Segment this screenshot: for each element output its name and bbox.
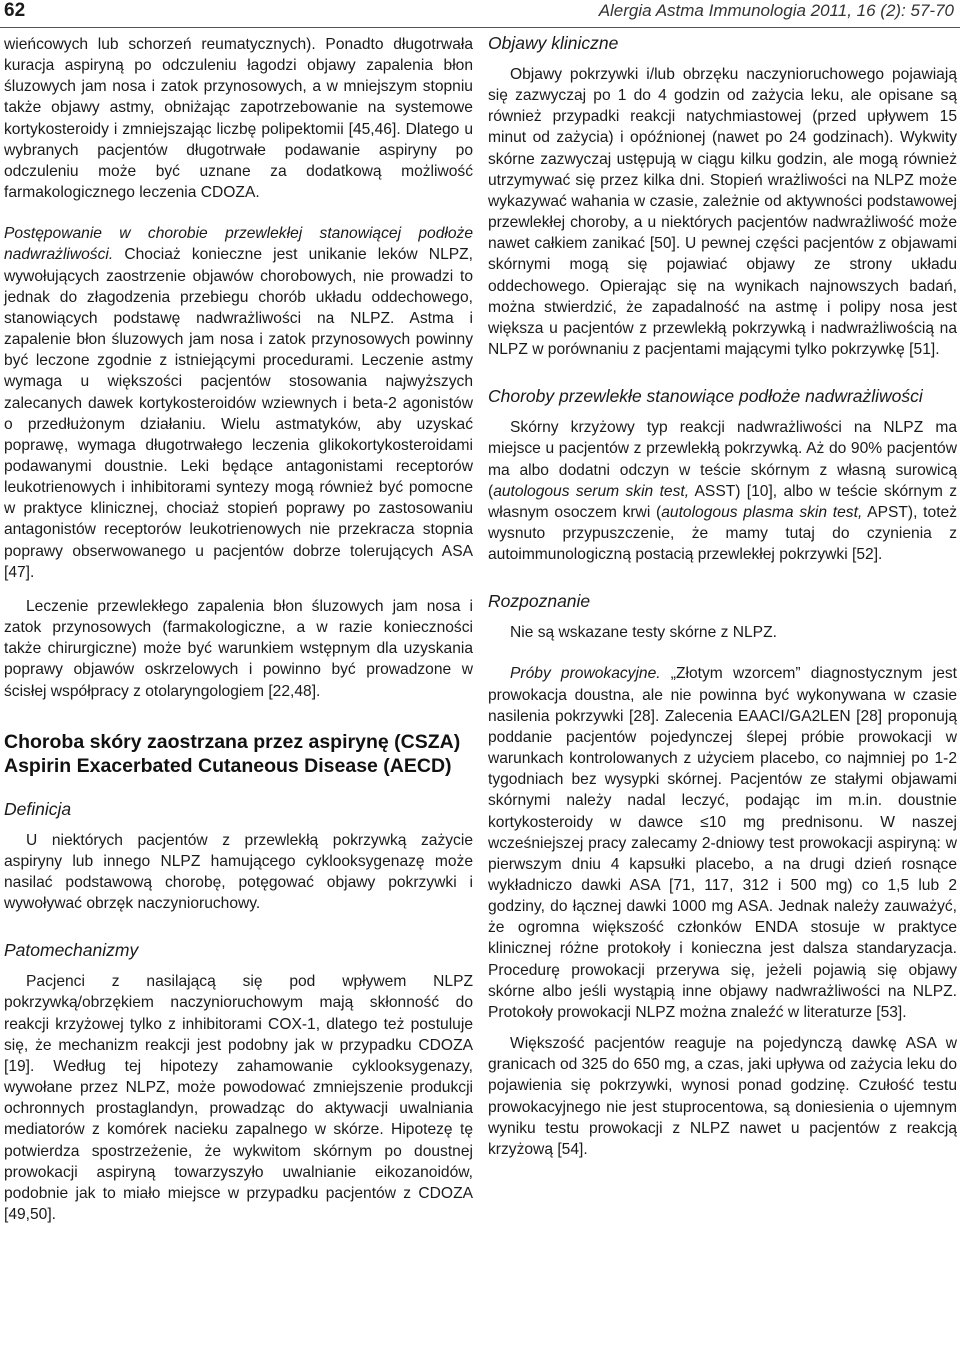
inline-heading: Postępowanie w chorobie przewlekłej stanowiącej podłoże nadwrażliwości. [4, 225, 473, 264]
page-number: 62 [4, 0, 26, 21]
paragraph: Pacjenci z nasilającą się pod wpływem NLPZ pokrzywką/obrzękiem naczynioruchowym mają skłonność do reakcji krzyżowej tylko z inhibitorami COX-1, dlatego też postuluje się, że mechanizm reakcji jest podobny jak w przypadku CDOZA [19]. Według tej hipotezy zahamowanie cyklooksygenazy, wywołane przez NLPZ, może powodować zmniejszenie produkcji ochronnych prostaglandyn, prowadząc do aktywacji uwalniania mediatorów z komórek nacieku zapalnego w skórze. Hipotezę tę potwierdza spostrzeżenie, że wykwitom skórnym po doustnej prowokacji aspiryną towarzyszyło uwalnianie eikozanoidów, podobnie jak to miało miejsce w przypadku pacjentów z CDOZA [49,50]. [4, 973, 473, 1224]
paragraph-text: Chociaż konieczne jest unikanie leków NLPZ, wywołujących zaostrzenie objawów chorobowych, nie prowadzi to jednak do złagodzenia przebiegu chorób układu oddechowego, stanowiących podstawę nadwrażliwości na NLPZ. Astma i zapalenie błon śluzowych jam nosa i zatok przynosowych powinny być leczone zgodnie z istniejącymi procedurami. Leczenie astmy wymaga u większości pacjentów stosowania najwyższych zalecanych dawek kortykosteroidów wziewnych i beta-2 agonistów o przedłużonym działaniu. Wielu astmatyków, aby uzyskać poprawę, wymaga długotrwałego leczenia glikokortykosteroidami podawanymi doustnie. Leki będące antagonistami receptorów leukotrienowych i inhibitorami syntezy mogą również być pomocne w praktyce klinicznej, chociaż stopień poprawy po zastosowaniu antagonistów receptorów leukotrienowych nie przekracza stopnia poprawy obserwowanego u pacjentów dobrze tolerujących ASA [47]. [4, 246, 473, 581]
subheading-objawy: Objawy kliniczne [488, 33, 619, 53]
paragraph [488, 663, 957, 1023]
paragraph: Objawy pokrzywki i/lub obrzęku naczynioruchowego pojawiają się zazwyczaj po 1 do 4 godzin od zażycia leku, ale opisane są również przypadki reakcji natychmiastowej (przed upływem 15 minut od zażycia) i opóźnionej (nawet po 24 godzinach). Wykwity skórne zazwyczaj ustępują w ciągu kilku godzin, ale mogą również utrzymywać się przez kilka dni. Stopień wrażliwości na NLPZ może wykazywać wahania w czasie, zależnie od aktywności podstawowej przewlekłej choroby, a u niektórych pacjentów nadwrażliwość może nawet całkiem zanikać [50]. U pewnej części pacjentów z objawami skórnymi mogą się pojawiać objawy ze strony układu oddechowego. Opierając się na wynikach najnowszych badań, można stwierdzić, że zapadalność na astmę i polipy nosa jest większa u pacjentów z przewlekłą pokrzywką i nadwrażliwością na NLPZ w porównaniu z pacjentami mającymi tylko pokrzywkę [51]. [488, 66, 957, 359]
subheading-patomechanizmy: Patomechanizmy [4, 940, 139, 961]
paragraph-text: Skórny krzyżowy typ reakcji nadwrażliwości na NLPZ ma miejsce u pacjentów z przewlekłą pokrzywką. Aż do 90% pacjentów ma albo dodatni odczyn w teście skórnym z własną surowicą ( [488, 419, 957, 500]
paragraph: Większość pacjentów reaguje na pojedynczą dawkę ASA w granicach od 325 do 650 mg, a czas, jaki upływa od zażycia leku do pojawienia się pokrzywki, wynosi ponad godzinę. Czułość testu prowokacyjnego nie jest stuprocentowa, są doniesienia o ujemnym wyniku testu prowokacji z NLPZ nawet u pacjentów z reakcją krzyżową [54]. [488, 1035, 957, 1158]
paragraph-text: ASST) [10], albo w teście skórnym z własnym osoczem krwi ( [488, 482, 957, 521]
subheading-rozpoznanie: Rozpoznanie [488, 591, 591, 612]
right-column [488, 34, 957, 1160]
paragraph-italic: autologous plasma skin test, [661, 503, 863, 521]
paragraph: Nie są wskazane testy skórne z NLPZ. [510, 624, 777, 642]
paragraph-text: APST), toteż wysnuto przypuszczenie, że mamy tutaj do czynienia z autoimmunologiczną postacią przewlekłej pokrzywki [52]. [488, 503, 957, 564]
subheading-choroby: Choroby przewlekłe stanowiące podłoże nadwrażliwości [488, 386, 923, 407]
section-title-line: Aspirin Exacerbated Cutaneous Disease (AECD) [4, 754, 452, 777]
paragraph [488, 417, 957, 565]
page-header [0, 0, 960, 26]
paragraph [4, 223, 473, 583]
inline-heading: Próby prowokacyjne. [510, 665, 661, 683]
left-column [4, 34, 473, 1225]
paragraph-italic: autologous serum skin test, [493, 482, 690, 500]
header-rule [0, 27, 960, 28]
paragraph: Leczenie przewlekłego zapalenia błon śluzowych jam nosa i zatok przynosowych (farmakologiczne, a w razie konieczności także chirurgiczne) może być warunkiem wstępnym dla uzyskania poprawy objawów oskrzelowych i powinno być prowadzone w ścisłej współpracy z otolaryngologiem [22,48]. [4, 597, 473, 700]
section-title [4, 730, 473, 778]
paragraph: wieńcowych lub schorzeń reumatycznych). Ponadto długotrwała kuracja aspiryną po odczuleniu łagodzi objawy zapalenia błon śluzowych jam nosa i zatok przynosowych, a w mniejszym stopniu także objawy astmy, obniżając zapotrzebowanie na systemowe kortykosteroidy i zmniejszając liczbę polipektomii [45,46]. Dlatego u wybranych pacjentów długotrwałe podawanie aspiryny po odczuleniu może być uznane za dodatkową możliwość farmakologicznego leczenia CDOZA. [4, 36, 473, 202]
section-title-line: Choroba skóry zaostrzana przez aspirynę (CSZA) [4, 730, 461, 753]
paragraph-text: „Złotym wzorcem” diagnostycznym jest prowokacja doustna, ale nie powinna być wykonywana w czasie nasilenia pokrzywki [28]. Zalecenia EAACI/GA2LEN [28] proponują poddanie pacjentów pojedynczej ślepej próbie prowokacji w warunkach kontrolowanych z użyciem placebo, co najmniej po 1-2 tygodniach bez wysypki skórnej. Pacjentów ze stałymi objawami skórnymi należy nadal leczyć, podając im m.in. doustnie kortykosteroidy w dawce ≤10 mg prednisonu. W naszej wcześniejszej pracy zalecamy 2-dniowy test prowokacji aspiryną: w pierwszym dniu 4 kapsułki placebo, a na drugi dzień rosnące wykładniczo dawki ASA [71, 117, 312 i 500 mg) co 1,5 lub 2 godziny, do łącznej dawki 1000 mg ASA. Jednak należy zauważyć, że ogromna większość członków ENDA stosuje w praktyce klinicznej różne protokoły i konieczna jest dalsza standaryzacja. Procedurę prowokacji przerywa się, jeżeli pojawią się objawy skórne albo jeśli wystąpią inne objawy nadwrażliwości na NLPZ. Protokoły prowokacji NLPZ można znaleźć w literaturze [53]. [488, 665, 957, 1021]
journal-citation: Alergia Astma Immunologia 2011, 16 (2): 57-70 [598, 1, 954, 20]
subheading-definicja: Definicja [4, 798, 72, 819]
paragraph: U niektórych pacjentów z przewlekłą pokrzywką zażycie aspiryny lub innego NLPZ hamującego cyklooksygenazę może nasilać podstawową chorobę, potęgować objawy pokrzywki i wywoływać obrzęk naczynioruchowy. [4, 831, 473, 913]
